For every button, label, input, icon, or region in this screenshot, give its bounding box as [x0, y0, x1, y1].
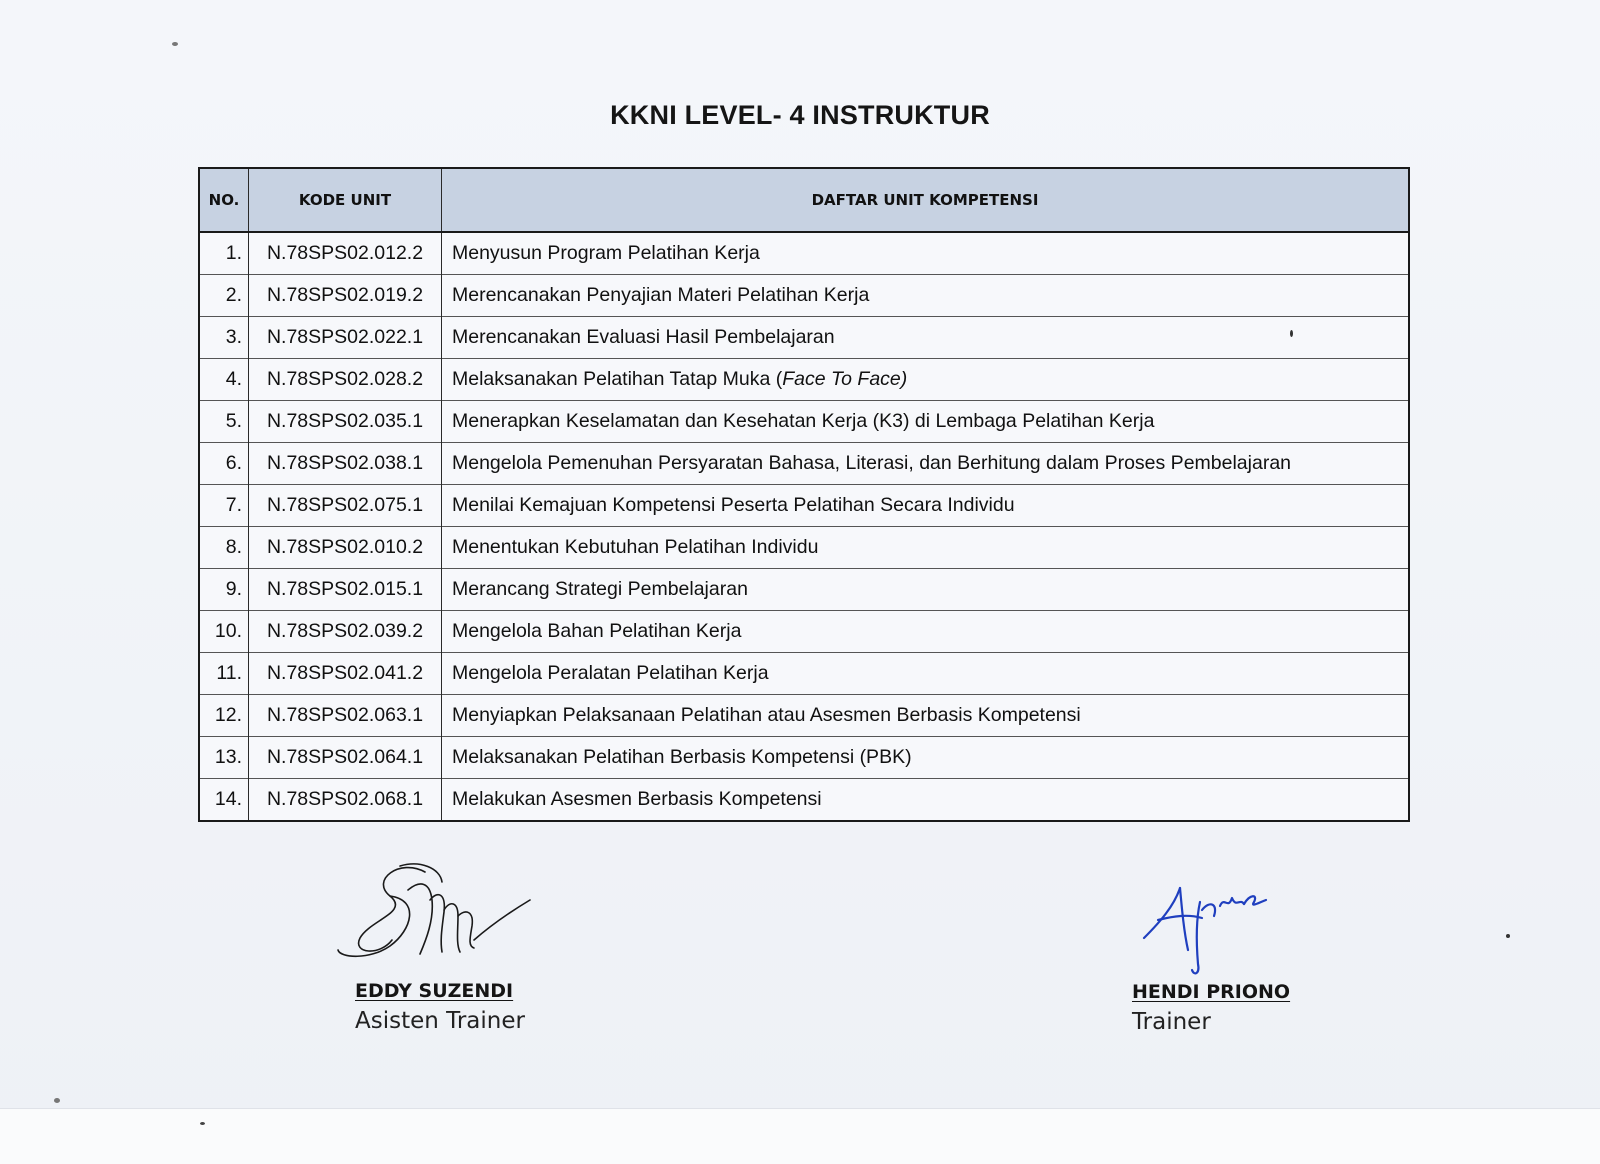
table-row — [199, 653, 1409, 695]
right-signatory-role: Trainer — [1132, 1009, 1211, 1035]
row-no: 9. — [199, 569, 249, 611]
header-code: KODE UNIT — [249, 168, 442, 232]
row-name: Merencanakan Penyajian Materi Pelatihan Kerja — [442, 275, 1410, 317]
table-row — [199, 737, 1409, 779]
row-no: 7. — [199, 485, 249, 527]
row-no: 8. — [199, 527, 249, 569]
page-title: KKNI LEVEL- 4 INSTRUKTUR — [610, 100, 990, 130]
table-row — [199, 359, 1409, 401]
table-header-row — [199, 168, 1409, 232]
row-no: 3. — [199, 317, 249, 359]
right-signature-scribble — [1140, 880, 1280, 980]
row-code: N.78SPS02.063.1 — [249, 695, 442, 737]
table-row — [199, 527, 1409, 569]
row-name: Menilai Kemajuan Kompetensi Peserta Pelatihan Secara Individu — [442, 485, 1410, 527]
table-row — [199, 611, 1409, 653]
competency-table — [198, 167, 1410, 822]
row-name: Merancang Strategi Pembelajaran — [442, 569, 1410, 611]
right-signatory-name: HENDI PRIONO — [1132, 981, 1291, 1003]
table-row — [199, 317, 1409, 359]
row-code: N.78SPS02.010.2 — [249, 527, 442, 569]
row-name-italic: Face To Face) — [782, 368, 908, 390]
row-no: 11. — [199, 653, 249, 695]
row-no: 5. — [199, 401, 249, 443]
left-signatory — [355, 980, 525, 1034]
row-code: N.78SPS02.039.2 — [249, 611, 442, 653]
row-name: Melaksanakan Pelatihan Berbasis Kompetensi (PBK) — [442, 737, 1410, 779]
header-no: NO. — [199, 168, 249, 232]
row-no: 12. — [199, 695, 249, 737]
row-no: 2. — [199, 275, 249, 317]
row-no: 14. — [199, 779, 249, 822]
row-code: N.78SPS02.012.2 — [249, 232, 442, 275]
scan-speck — [1290, 330, 1293, 337]
scan-speck — [172, 42, 178, 46]
row-name-text: Melaksanakan Pelatihan Tatap Muka ( — [452, 368, 783, 390]
row-no: 1. — [199, 232, 249, 275]
left-signatory-name: EDDY SUZENDI — [355, 980, 514, 1002]
row-no: 6. — [199, 443, 249, 485]
row-name: Mengelola Pemenuhan Persyaratan Bahasa, Literasi, dan Berhitung dalam Proses Pembelajaran — [442, 443, 1410, 485]
row-code: N.78SPS02.035.1 — [249, 401, 442, 443]
table-row — [199, 443, 1409, 485]
row-code: N.78SPS02.038.1 — [249, 443, 442, 485]
row-code: N.78SPS02.015.1 — [249, 569, 442, 611]
row-code: N.78SPS02.028.2 — [249, 359, 442, 401]
table-row — [199, 232, 1409, 275]
right-signatory — [1132, 981, 1290, 1035]
row-name: Melakukan Asesmen Berbasis Kompetensi — [442, 779, 1410, 822]
row-code: N.78SPS02.064.1 — [249, 737, 442, 779]
row-no: 10. — [199, 611, 249, 653]
row-name — [442, 359, 1410, 401]
table-row — [199, 779, 1409, 822]
header-name: DAFTAR UNIT KOMPETENSI — [442, 168, 1410, 232]
row-no: 13. — [199, 737, 249, 779]
row-name: Mengelola Peralatan Pelatihan Kerja — [442, 653, 1410, 695]
row-name: Menerapkan Keselamatan dan Kesehatan Kerja (K3) di Lembaga Pelatihan Kerja — [442, 401, 1410, 443]
row-name: Menyusun Program Pelatihan Kerja — [442, 232, 1410, 275]
row-name: Merencanakan Evaluasi Hasil Pembelajaran — [442, 317, 1410, 359]
row-name: Menyiapkan Pelaksanaan Pelatihan atau Asesmen Berbasis Kompetensi — [442, 695, 1410, 737]
row-no: 4. — [199, 359, 249, 401]
row-code: N.78SPS02.022.1 — [249, 317, 442, 359]
table-row — [199, 695, 1409, 737]
scan-speck — [54, 1098, 60, 1103]
page-edge — [0, 1108, 1600, 1164]
row-code: N.78SPS02.075.1 — [249, 485, 442, 527]
table-row — [199, 569, 1409, 611]
table-row — [199, 401, 1409, 443]
row-code: N.78SPS02.068.1 — [249, 779, 442, 822]
row-code: N.78SPS02.041.2 — [249, 653, 442, 695]
scan-speck — [200, 1122, 205, 1125]
row-name: Mengelola Bahan Pelatihan Kerja — [442, 611, 1410, 653]
row-code: N.78SPS02.019.2 — [249, 275, 442, 317]
left-signature-scribble — [330, 860, 540, 970]
left-signatory-role: Asisten Trainer — [355, 1008, 525, 1034]
scan-speck — [1506, 934, 1510, 938]
table-body — [199, 232, 1409, 821]
table-row — [199, 485, 1409, 527]
row-name: Menentukan Kebutuhan Pelatihan Individu — [442, 527, 1410, 569]
table-row — [199, 275, 1409, 317]
